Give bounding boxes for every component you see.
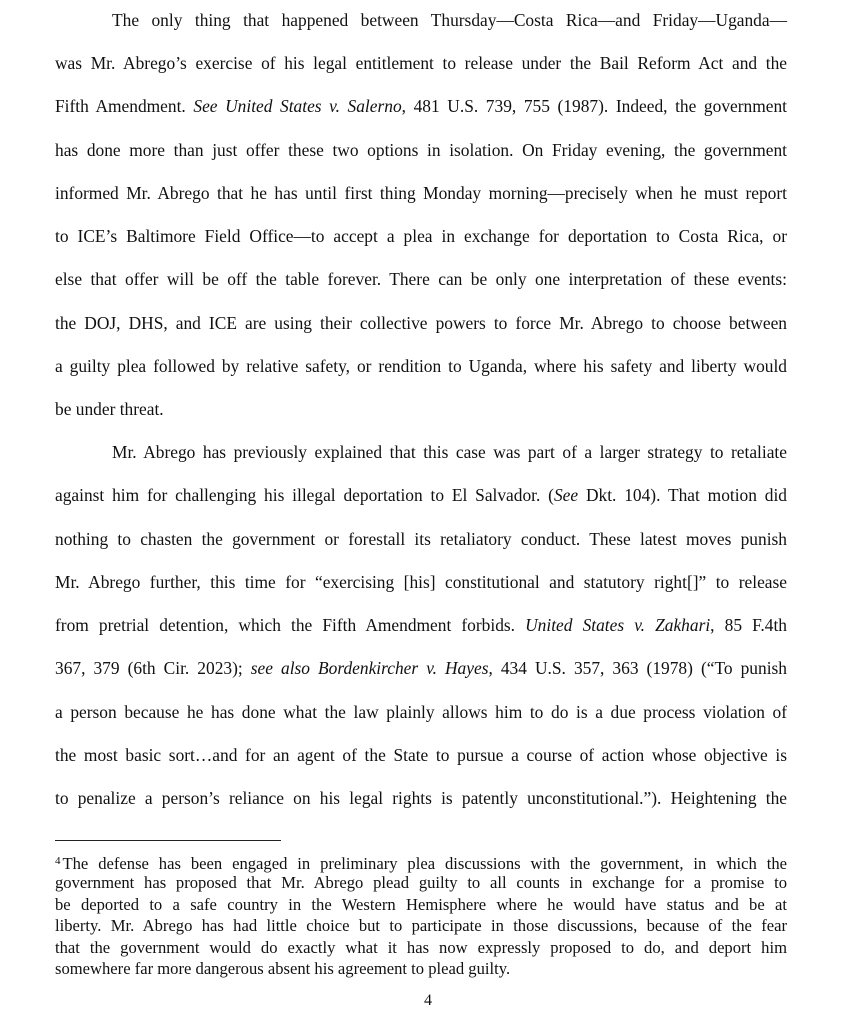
body-line: from pretrial detention, which the Fifth Amendment forbids. United States v. Zakhari, 85 F.4th [55, 615, 787, 635]
body-line: be under threat. [55, 399, 164, 419]
case-citation: See United States v. Salerno [193, 96, 402, 116]
body-line: was Mr. Abrego’s exercise of his legal entitlement to release under the Bail Reform Act and the [55, 53, 787, 73]
body-line: to ICE’s Baltimore Field Office—to accept a plea in exchange for deportation to Costa Rica, or [55, 226, 787, 246]
footnote-line: be deported to a safe country in the Western Hemisphere where he would have status and be at [55, 895, 787, 914]
body-line: Mr. Abrego further, this time for “exercising [his] constitutional and statutory right[]” to release [55, 572, 787, 592]
body-line: 367, 379 (6th Cir. 2023); see also Bordenkircher v. Hayes, 434 U.S. 357, 363 (1978) (“To punish [55, 658, 787, 678]
page-number: 4 [424, 992, 432, 1009]
body-line: The only thing that happened between Thursday—Costa Rica—and Friday—Uganda— [112, 10, 787, 30]
body-line: nothing to chasten the government or forestall its retaliatory conduct. These latest moves punish [55, 529, 787, 549]
footnote-divider [55, 840, 281, 841]
signal-word: See [553, 485, 579, 505]
body-line: to penalize a person’s reliance on his legal rights is patently unconstitutional.”). Heightening the [55, 788, 787, 808]
footnote-line: liberty. Mr. Abrego has had little choice but to participate in those discussions, because of the fear [55, 916, 787, 935]
case-citation: see also Bordenkircher v. Hayes [250, 658, 489, 678]
body-line: a person because he has done what the law plainly allows him to do is a due process violation of [55, 702, 787, 722]
body-line: Mr. Abrego has previously explained that this case was part of a larger strategy to retaliate [112, 442, 787, 462]
footnote-line: that the government would do exactly what it has now expressly proposed to do, and deport him [55, 938, 787, 957]
footnote-marker: 4 [55, 855, 61, 867]
footnote-line: $^4$ The defense has been engaged in preliminary plea discussions with the government, in which the [55, 854, 787, 873]
body-line: the DOJ, DHS, and ICE are using their collective powers to force Mr. Abrego to choose between [55, 313, 787, 333]
body-line: the most basic sort…and for an agent of the State to pursue a course of action whose objective is [55, 745, 787, 765]
body-line: has done more than just offer these two options in isolation. On Friday evening, the government [55, 140, 787, 160]
body-line: informed Mr. Abrego that he has until first thing Monday morning—precisely when he must report [55, 183, 787, 203]
body-line: Fifth Amendment. See United States v. Salerno, 481 U.S. 739, 755 (1987). Indeed, the government [55, 96, 787, 116]
body-line: a guilty plea followed by relative safety, or rendition to Uganda, where his safety and liberty would [55, 356, 787, 376]
footnote-line: government has proposed that Mr. Abrego plead guilty to all counts in exchange for a promise to [55, 873, 787, 892]
body-line: against him for challenging his illegal deportation to El Salvador. (See Dkt. 104). That motion did [55, 485, 787, 505]
footnote-line: somewhere far more dangerous absent his agreement to plead guilty. [55, 959, 511, 978]
case-citation: United States v. Zakhari [525, 615, 711, 635]
body-line: else that offer will be off the table forever. There can be only one interpretation of these events: [55, 269, 787, 289]
